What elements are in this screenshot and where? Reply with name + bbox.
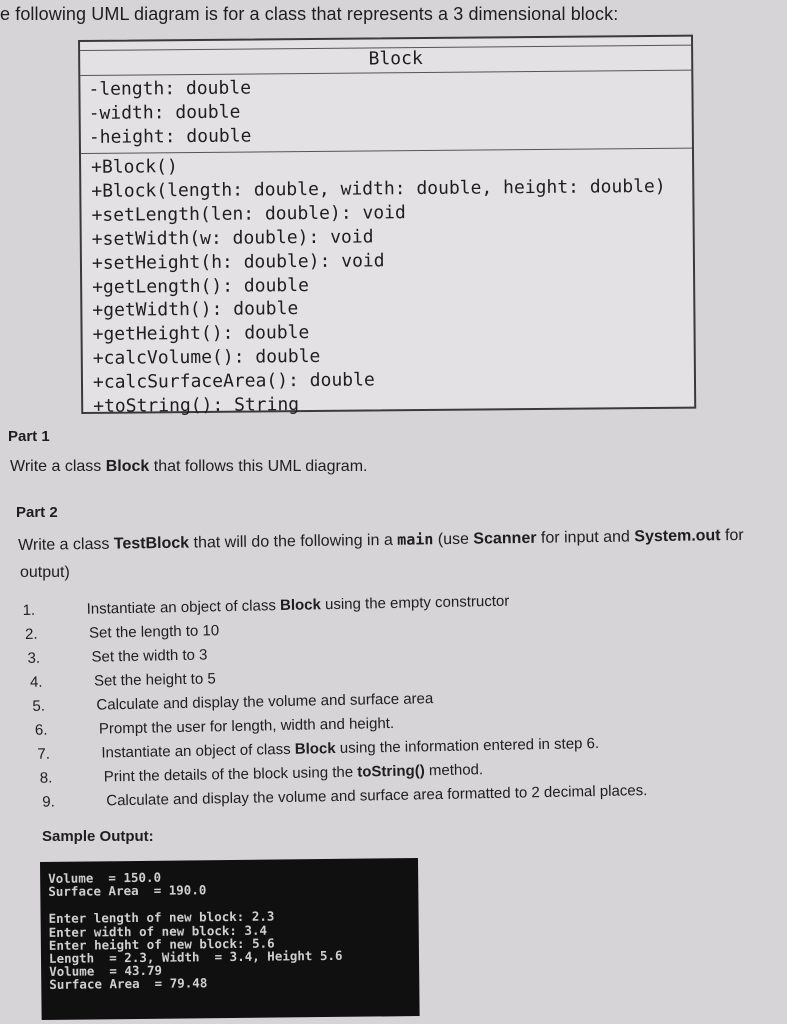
step-text-post: method. xyxy=(424,761,484,780)
uml-class-name: Block xyxy=(80,46,691,76)
part2-heading: Part 2 xyxy=(16,504,58,521)
step-text xyxy=(86,593,509,618)
uml-class-diagram xyxy=(78,35,696,417)
part2-text-mid3: for input and xyxy=(536,528,635,547)
step-text xyxy=(106,782,647,809)
uml-operations xyxy=(81,149,694,419)
step-number: 9. xyxy=(42,793,55,811)
console-line: Enter length of new block: 2.3 xyxy=(48,908,275,927)
step-text-post: using the information entered in step 6. xyxy=(335,734,600,758)
console-line: Surface Area = 79.48 xyxy=(49,975,208,993)
console-line: Surface Area = 190.0 xyxy=(48,882,207,900)
step-text-pre: Set the height to 5 xyxy=(93,670,216,690)
step-text xyxy=(94,670,216,689)
step-number: 8. xyxy=(39,769,53,787)
step-text-bold: toString() xyxy=(357,762,425,781)
uml-attribute: -length: double xyxy=(88,77,252,100)
step-text-bold: Block xyxy=(279,596,322,615)
console-line: Volume = 150.0 xyxy=(48,869,162,886)
uml-operation: +calcVolume(): double xyxy=(92,346,321,370)
part1-class-name: Block xyxy=(105,458,150,475)
part2-text: Write a class xyxy=(18,535,114,554)
uml-attributes xyxy=(80,71,692,154)
step-text xyxy=(89,622,219,641)
part2-instruction-line2: output) xyxy=(20,564,70,581)
part2-text-end: for xyxy=(720,526,744,545)
step-text-pre: Set the width to 3 xyxy=(91,646,208,666)
part1-instruction xyxy=(10,458,367,476)
step-number: 2. xyxy=(24,625,38,643)
uml-operation: +toString(): String xyxy=(93,394,300,417)
step-text xyxy=(91,646,207,665)
part2-text-mid: that will do the following in a xyxy=(189,531,398,552)
step-text xyxy=(99,715,394,738)
step-text-pre: Prompt the user for length, width and height. xyxy=(98,714,395,738)
uml-attribute: -width: double xyxy=(88,101,241,124)
console-line: Enter width of new block: 3.4 xyxy=(48,922,268,940)
part2-text-mid2: (use xyxy=(433,530,474,549)
step-text-pre: Instantiate an object of class xyxy=(86,597,281,618)
step-text-pre: Set the length to 10 xyxy=(88,622,220,642)
step-text xyxy=(104,761,484,785)
step-number: 1. xyxy=(22,601,36,619)
step-text-post: using the empty constructor xyxy=(320,592,510,614)
uml-operation: +calcSurfaceArea(): double xyxy=(92,369,375,394)
step-text-pre: Print the details of the block using the xyxy=(103,763,358,786)
step-number: 5. xyxy=(32,697,46,715)
uml-operation: +setWidth(w: double): void xyxy=(91,226,374,250)
uml-operation: +setHeight(h: double): void xyxy=(91,249,385,274)
step-text xyxy=(101,735,599,762)
part2-scanner-keyword: Scanner xyxy=(473,529,537,548)
step-text-pre: Instantiate an object of class xyxy=(101,740,295,762)
part2-main-keyword: main xyxy=(397,530,434,549)
step-text-pre: Calculate and display the volume and surface area xyxy=(96,690,434,714)
part1-heading: Part 1 xyxy=(8,428,50,445)
console-line: Length = 2.3, Width = 3.4, Height 5.6 xyxy=(48,947,343,966)
part1-text: Write a class xyxy=(10,458,106,475)
part1-text-end: that follows this UML diagram. xyxy=(149,458,368,475)
uml-attribute: -height: double xyxy=(88,125,252,148)
step-text xyxy=(96,690,433,713)
steps-list xyxy=(22,564,742,811)
console-output xyxy=(40,858,420,1020)
step-number: 4. xyxy=(29,673,43,691)
step-text-pre: Calculate and display the volume and surface area formatted to 2 decimal places. xyxy=(106,782,648,810)
intro-text: e following UML diagram is for a class that represents a 3 dimensional block: xyxy=(0,4,619,24)
uml-operation: +setLength(len: double): void xyxy=(91,201,406,226)
step-number: 6. xyxy=(34,721,48,739)
console-line: Volume = 43.79 xyxy=(49,962,163,980)
sample-output-heading: Sample Output: xyxy=(42,828,154,845)
uml-operation: +getHeight(): double xyxy=(92,322,310,346)
part2-class-name: TestBlock xyxy=(113,534,190,553)
step-text-bold: Block xyxy=(294,740,336,758)
uml-operation: +getWidth(): double xyxy=(92,298,299,322)
part2-instruction xyxy=(18,526,744,555)
step-number: 7. xyxy=(37,745,51,763)
part2-systemout-keyword: System.out xyxy=(634,527,721,546)
uml-operation: +Block(length: double, width: double, height: double) xyxy=(91,175,666,202)
uml-operation: +Block() xyxy=(91,156,178,178)
uml-operation: +getLength(): double xyxy=(92,274,309,298)
console-line: Enter height of new block: 5.6 xyxy=(48,935,275,953)
step-number: 3. xyxy=(27,649,41,667)
